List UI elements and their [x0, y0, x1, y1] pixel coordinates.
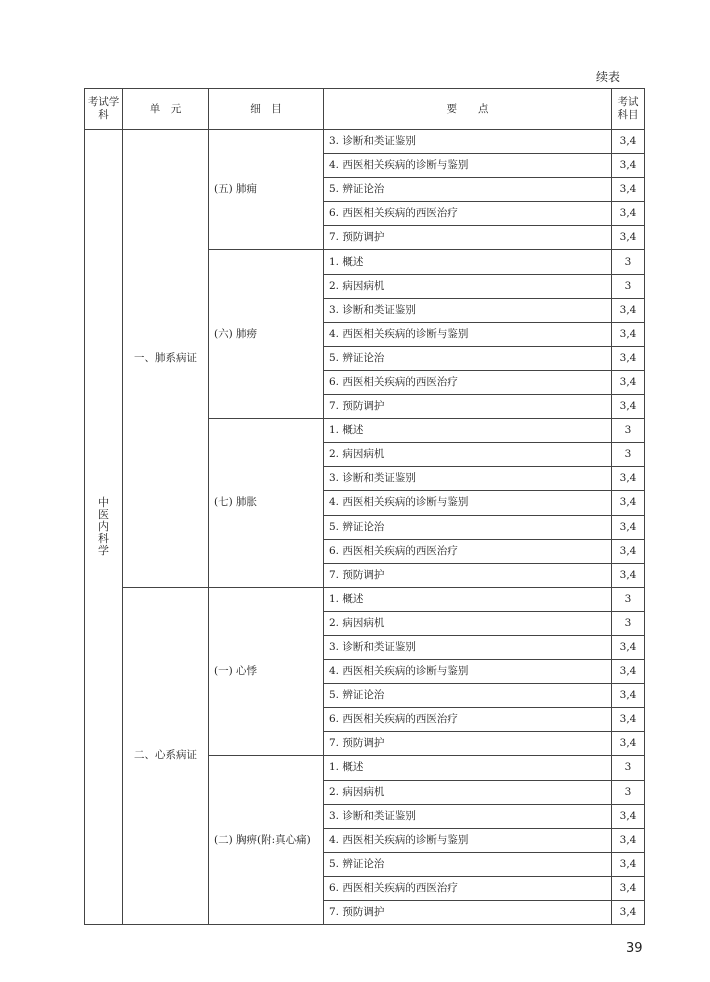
point-cell: 3. 诊断和类证鉴别 [324, 467, 612, 491]
point-cell: 3. 诊断和类证鉴别 [324, 635, 612, 659]
level-cell: 3,4 [612, 370, 645, 394]
point-cell: 3. 诊断和类证鉴别 [324, 298, 612, 322]
point-cell: 5. 辨证论治 [324, 346, 612, 370]
item-cell: (二) 胸痹(附:真心痛) [209, 756, 324, 925]
level-cell: 3,4 [612, 130, 645, 154]
level-cell: 3,4 [612, 515, 645, 539]
level-cell: 3,4 [612, 635, 645, 659]
point-cell: 4. 西医相关疾病的诊断与鉴别 [324, 828, 612, 852]
level-cell: 3 [612, 274, 645, 298]
level-cell: 3,4 [612, 178, 645, 202]
point-cell: 4. 西医相关疾病的诊断与鉴别 [324, 660, 612, 684]
level-cell: 3 [612, 756, 645, 780]
point-cell: 1. 概述 [324, 587, 612, 611]
point-cell: 2. 病因病机 [324, 274, 612, 298]
level-cell: 3,4 [612, 660, 645, 684]
level-cell: 3 [612, 780, 645, 804]
level-cell: 3,4 [612, 226, 645, 250]
point-cell: 6. 西医相关疾病的西医治疗 [324, 708, 612, 732]
syllabus-table [84, 88, 645, 925]
unit-cell: 二、心系病证 [123, 587, 209, 924]
level-cell: 3,4 [612, 202, 645, 226]
header-unit: 单 元 [123, 89, 209, 130]
level-cell: 3,4 [612, 684, 645, 708]
level-cell: 3,4 [612, 154, 645, 178]
level-cell: 3,4 [612, 539, 645, 563]
header-point: 要 点 [324, 89, 612, 130]
table-row [85, 587, 645, 611]
point-cell: 7. 预防调护 [324, 732, 612, 756]
point-cell: 6. 西医相关疾病的西医治疗 [324, 539, 612, 563]
point-cell: 5. 辨证论治 [324, 178, 612, 202]
level-cell: 3 [612, 250, 645, 274]
point-cell: 5. 辨证论治 [324, 515, 612, 539]
point-cell: 1. 概述 [324, 756, 612, 780]
level-cell: 3,4 [612, 563, 645, 587]
unit-cell: 一、肺系病证 [123, 130, 209, 588]
level-cell: 3,4 [612, 876, 645, 900]
level-cell: 3,4 [612, 395, 645, 419]
header-level: 考试科目 [612, 89, 645, 130]
level-cell: 3,4 [612, 708, 645, 732]
header-subject: 考试学科 [85, 89, 123, 130]
page-number: 39 [626, 941, 643, 956]
level-cell: 3 [612, 419, 645, 443]
level-cell: 3,4 [612, 901, 645, 925]
point-cell: 5. 辨证论治 [324, 852, 612, 876]
level-cell: 3,4 [612, 804, 645, 828]
point-cell: 4. 西医相关疾病的诊断与鉴别 [324, 491, 612, 515]
point-cell: 6. 西医相关疾病的西医治疗 [324, 370, 612, 394]
point-cell: 5. 辨证论治 [324, 684, 612, 708]
point-cell: 2. 病因病机 [324, 780, 612, 804]
subject-cell [85, 130, 123, 925]
item-cell: (一) 心悸 [209, 587, 324, 756]
item-cell: (七) 肺胀 [209, 419, 324, 588]
level-cell: 3 [612, 587, 645, 611]
item-cell: (六) 肺痨 [209, 250, 324, 419]
level-cell: 3,4 [612, 322, 645, 346]
continued-label: 续表 [596, 70, 621, 84]
point-cell: 4. 西医相关疾病的诊断与鉴别 [324, 154, 612, 178]
point-cell: 2. 病因病机 [324, 443, 612, 467]
point-cell: 2. 病因病机 [324, 611, 612, 635]
point-cell: 1. 概述 [324, 250, 612, 274]
point-cell: 6. 西医相关疾病的西医治疗 [324, 876, 612, 900]
point-cell: 7. 预防调护 [324, 395, 612, 419]
level-cell: 3,4 [612, 298, 645, 322]
point-cell: 6. 西医相关疾病的西医治疗 [324, 202, 612, 226]
level-cell: 3 [612, 611, 645, 635]
level-cell: 3,4 [612, 852, 645, 876]
table-header-row [85, 89, 645, 130]
subject-label: 中医内科学 [98, 495, 109, 557]
point-cell: 7. 预防调护 [324, 901, 612, 925]
point-cell: 7. 预防调护 [324, 563, 612, 587]
level-cell: 3,4 [612, 732, 645, 756]
table-row [85, 130, 645, 154]
header-item: 细 目 [209, 89, 324, 130]
item-cell: (五) 肺痈 [209, 130, 324, 250]
point-cell: 1. 概述 [324, 419, 612, 443]
level-cell: 3,4 [612, 491, 645, 515]
point-cell: 7. 预防调护 [324, 226, 612, 250]
level-cell: 3,4 [612, 467, 645, 491]
table-body [85, 130, 645, 925]
level-cell: 3,4 [612, 828, 645, 852]
point-cell: 4. 西医相关疾病的诊断与鉴别 [324, 322, 612, 346]
level-cell: 3 [612, 443, 645, 467]
point-cell: 3. 诊断和类证鉴别 [324, 804, 612, 828]
point-cell: 3. 诊断和类证鉴别 [324, 130, 612, 154]
level-cell: 3,4 [612, 346, 645, 370]
